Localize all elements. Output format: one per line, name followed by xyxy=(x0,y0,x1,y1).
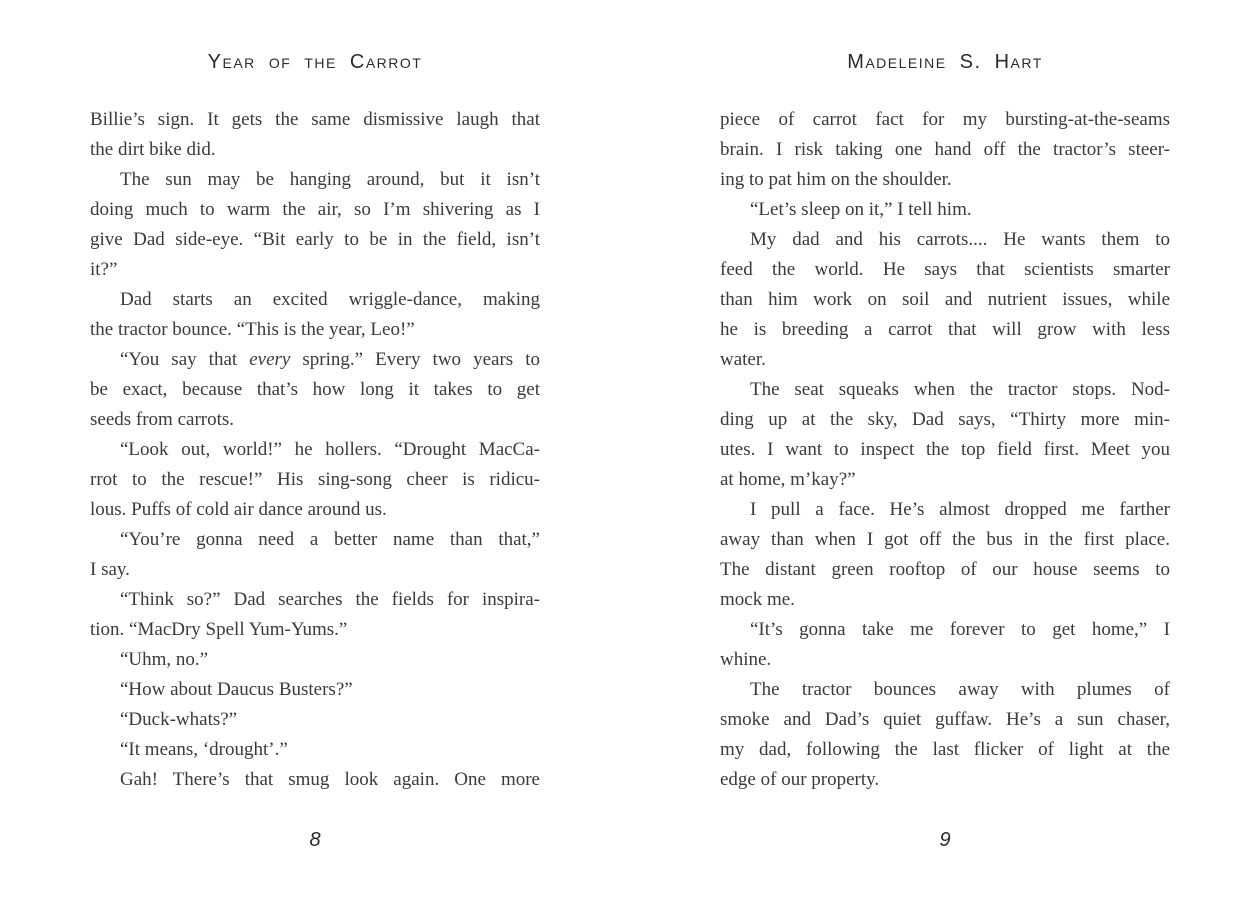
book-page-right xyxy=(630,0,1260,900)
text-line: lous. Puffs of cold air dance around us. xyxy=(90,499,387,520)
text-line: away than when I got off the bus in the first place. xyxy=(720,529,1170,550)
text-line: it?” xyxy=(90,259,118,280)
text-line: seeds from carrots. xyxy=(90,409,235,430)
running-header-author-name: Madeleine S. Hart xyxy=(847,51,1043,73)
text-line: tion. “MacDry Spell Yum-Yums.” xyxy=(90,619,348,640)
text-line: feed the world. He says that scientists smarter xyxy=(720,259,1170,280)
text-line: brain. I risk taking one hand off the tractor’s steer- xyxy=(720,139,1170,160)
text-line: Dad starts an excited wriggle-dance, making xyxy=(120,289,540,310)
text-line: smoke and Dad’s quiet guffaw. He’s a sun chaser, xyxy=(720,709,1170,730)
text-line: than him work on soil and nutrient issues, while xyxy=(720,289,1170,310)
text-line: “You’re gonna need a better name than that,” xyxy=(120,529,540,550)
text-line: The sun may be hanging around, but it isn’t xyxy=(120,169,540,190)
text-line: “Uhm, no.” xyxy=(120,649,209,670)
text-line: ing to pat him on the shoulder. xyxy=(720,169,952,190)
text-line: rrot to the rescue!” His sing-song cheer is ridicu- xyxy=(90,469,540,490)
text-line: My dad and his carrots.... He wants them to xyxy=(750,229,1170,250)
text-line: the dirt bike did. xyxy=(90,139,216,160)
text-line: at home, m’kay?” xyxy=(720,469,856,490)
text-line: piece of carrot fact for my bursting-at-the-seams xyxy=(720,109,1170,130)
text-line: my dad, following the last flicker of light at the xyxy=(720,739,1170,760)
text-line: “Look out, world!” he hollers. “Drought MacCa- xyxy=(120,439,540,460)
text-line: I say. xyxy=(90,559,130,580)
text-line: whine. xyxy=(720,649,772,670)
text-line: “Let’s sleep on it,” I tell him. xyxy=(750,199,972,220)
text-line: mock me. xyxy=(720,589,795,610)
running-header-book-title: Year of the Carrot xyxy=(207,51,423,73)
text-line: “Duck-whats?” xyxy=(120,709,238,730)
text-line: “How about Daucus Busters?” xyxy=(120,679,353,700)
text-line: “Think so?” Dad searches the fields for inspira- xyxy=(120,589,540,610)
text-line: ding up at the sky, Dad says, “Thirty more min- xyxy=(720,409,1170,430)
text-line: Gah! There’s that smug look again. One more xyxy=(120,769,540,790)
text-line: the tractor bounce. “This is the year, Leo!” xyxy=(90,319,415,340)
text-line: water. xyxy=(720,349,766,370)
text-line: be exact, because that’s how long it takes to get xyxy=(90,379,540,400)
page-number-left: 8 xyxy=(309,829,321,851)
text-segment: “You say that xyxy=(120,349,250,370)
text-line: “It means, ‘drought’.” xyxy=(120,739,288,760)
page-text-left xyxy=(90,105,540,795)
text-line: I pull a face. He’s almost dropped me farther xyxy=(750,499,1170,520)
text-segment: spring.” Every two years to xyxy=(290,349,540,370)
page-text-right xyxy=(720,105,1170,795)
text-line: The distant green rooftop of our house seems to xyxy=(720,559,1170,580)
text-line: doing much to warm the air, so I’m shivering as I xyxy=(90,199,540,220)
text-line: utes. I want to inspect the top field first. Meet you xyxy=(720,439,1170,460)
text-line: give Dad side-eye. “Bit early to be in the field, isn’t xyxy=(90,229,540,250)
emphasized-word: every xyxy=(249,349,291,370)
text-line: Billie’s sign. It gets the same dismissive laugh that xyxy=(90,109,540,130)
text-line: edge of our property. xyxy=(720,769,880,790)
text-line: he is breeding a carrot that will grow with less xyxy=(720,319,1170,340)
text-line xyxy=(90,345,540,375)
text-line: The seat squeaks when the tractor stops. Nod- xyxy=(750,379,1170,400)
text-line: “It’s gonna take me forever to get home,” I xyxy=(750,619,1170,640)
page-number-right: 9 xyxy=(939,829,951,851)
text-line: The tractor bounces away with plumes of xyxy=(750,679,1170,700)
